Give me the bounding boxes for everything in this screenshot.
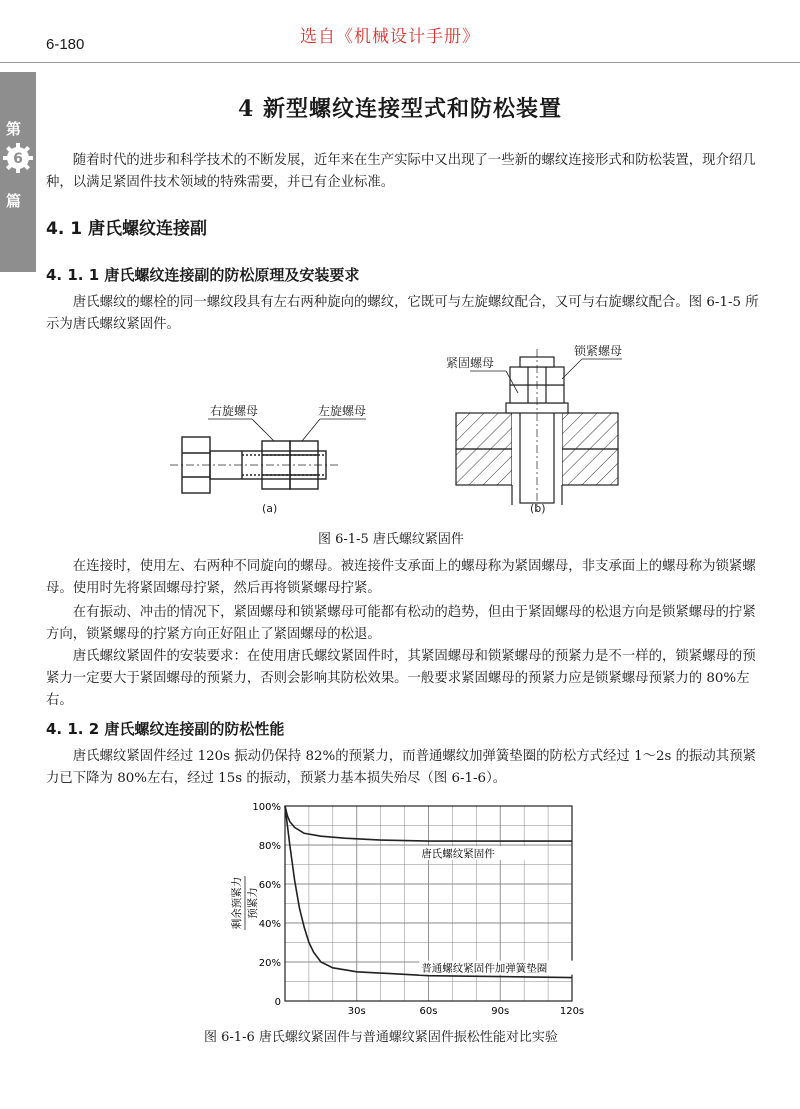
section-4-1-1-title: 4. 1. 1 唐氏螺纹连接副的防松原理及安装要求 [46,266,360,284]
gear-icon [2,142,34,174]
figure-6-1-5-caption: 图 6-1-5 唐氏螺纹紧固件 [318,532,464,547]
y-axis-label [230,876,259,930]
x-tick-label: 120s [559,1006,585,1016]
y-tick-label: 100% [252,802,281,813]
figure-a-bolt [170,419,366,493]
label-locking-nut: 锁紧螺母 [574,345,623,358]
upper-plate-right [562,413,618,449]
x-tick-label-origin: 0 [274,997,281,1008]
intro-paragraph: 随着时代的进步和科学技术的不断发展，近年来在生产实际中又出现了一些新的螺纹连接形式和防松装置，现介绍几种，以满足紧固件技术领域的特殊需要，并已有企业标准。 [46,153,756,190]
source-note: 选自《机械设计手册》 [300,27,480,47]
chapter-title: 4 新型螺纹连接型式和防松装置 [238,96,562,122]
figure-6-1-6-caption: 图 6-1-6 唐氏螺纹紧固件与普通螺纹紧固件振松性能对比实验 [204,1030,558,1045]
x-tick-labels [275,997,585,1016]
label-left-nut: 左旋螺母 [318,404,367,418]
x-tick-label: 60s [419,1006,438,1016]
paragraph-installation-3: 唐氏螺纹紧固件的安装要求：在使用唐氏螺纹紧固件时，其紧固螺母和锁紧螺母的预紧力是不一样的，锁紧螺母的预紧力一定要大于紧固螺母的预紧力，否则会影响其防松效果。一般要求紧固螺母的预紧力应是锁紧螺母预紧力的 80%左右。 [46,649,756,708]
page-number: 6-180 [46,36,85,53]
y-tick-label: 20% [258,958,281,969]
side-tab-number: 6 [13,151,23,167]
lower-plate-left [456,449,512,485]
subfigure-a-label: (a) [262,502,278,515]
label-right-nut: 右旋螺母 [210,404,259,418]
upper-plate-left [456,413,512,449]
y-tick-label: 80% [258,841,281,852]
paragraph-installation-2: 在有振动、冲击的情况下，紧固螺母和锁紧螺母可能都有松动的趋势，但由于紧固螺母的松退方向是锁紧螺母的拧紧方向，锁紧螺母的拧紧方向正好阻止了紧固螺母的松退。 [46,605,756,642]
figure-6-1-5 [170,345,630,520]
subfigure-b-label: (b) [530,502,546,515]
lower-plate-right [562,449,618,485]
y-label-denominator: 预紧力 [247,887,259,919]
section-4-1-2-title: 4. 1. 2 唐氏螺纹连接副的防松性能 [46,720,285,738]
side-tab-bottom: 篇 [6,192,22,210]
y-tick-labels [252,802,281,969]
section-4-1-1-paragraph: 唐氏螺纹的螺栓的同一螺纹段具有左右两种旋向的螺纹，它既可与左旋螺纹配合，又可与右旋螺纹配合。图 6-1-5 所示为唐氏螺纹紧固件。 [46,295,759,332]
y-label-numerator: 剩余预紧力 [231,876,243,930]
x-tick-label: 30s [347,1006,366,1016]
series-labels [419,846,591,975]
figure-6-1-6-chart [210,798,600,1016]
paragraph-installation-1: 在连接时，使用左、右两种不同旋向的螺母。被连接件支承面上的螺母称为紧固螺母，非支承面上的螺母称为锁紧螺母。使用时先将紧固螺母拧紧，然后再将锁紧螺母拧紧。 [46,559,756,596]
x-tick-label: 90s [491,1006,510,1016]
side-tab-top: 第 [6,120,22,138]
series-label-1: 唐氏螺纹紧固件 [421,848,495,861]
section-4-1-2-paragraph: 唐氏螺纹紧固件经过 120s 振动仍保持 82%的预紧力，而普通螺纹加弹簧垫圈的防松方式经过 1～2s 的振动其预紧力已下降为 80%左右，经过 15s 的振动，预紧力基本损失殆尽（图 6-1-6）。 [46,749,756,786]
section-4-1-title: 4. 1 唐氏螺纹连接副 [46,219,207,239]
y-tick-label: 40% [258,919,281,930]
series-label-2: 普通螺纹紧固件加弹簧垫圈 [421,962,548,975]
figure-b-joint [456,349,622,511]
header-rule [0,62,800,63]
label-tightening-nut: 紧固螺母 [446,356,495,370]
y-tick-label: 60% [258,880,281,891]
